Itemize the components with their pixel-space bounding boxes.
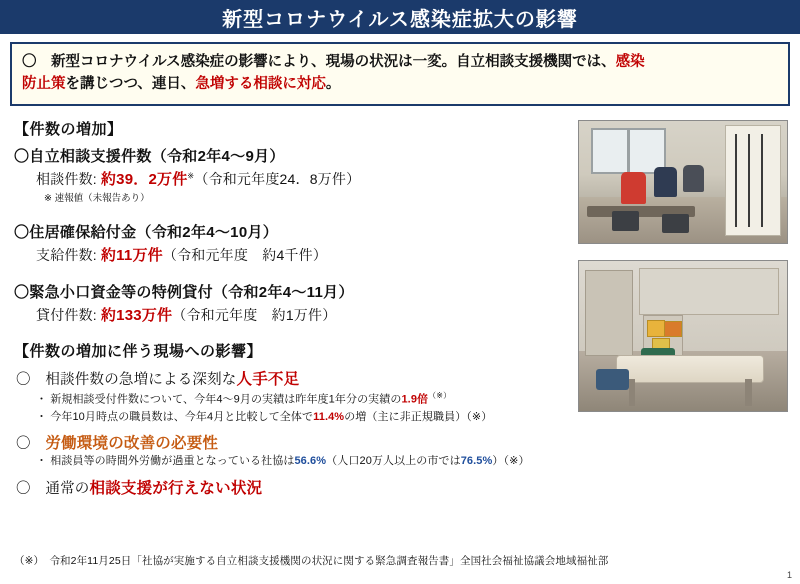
bullet-text (31, 436, 46, 452)
bullet-marker: 〇 (16, 371, 31, 388)
photo-chair (662, 214, 689, 234)
impact-bullet-line (16, 367, 594, 389)
lead-highlight-3: 急増する相談に対応 (195, 76, 326, 93)
bullet-text: 通常の (30, 481, 90, 498)
photo-interview-room (578, 260, 788, 412)
photo-panel (639, 268, 778, 315)
photo-chair (612, 211, 639, 231)
lead-line-2 (22, 73, 778, 95)
impact-bullet-line (16, 476, 594, 498)
sign-stroke (761, 134, 763, 226)
count-item-detail (36, 304, 594, 325)
impact-bullet-line (16, 431, 594, 453)
photo-table (616, 355, 764, 383)
bullet-text: 相談件数の急増による深刻な (30, 371, 237, 388)
lead-summary-box (10, 42, 790, 106)
slide-title-bar (0, 0, 800, 34)
photo-magazine (647, 320, 665, 337)
content-column (14, 114, 594, 499)
photo-magazine (664, 321, 682, 338)
lead-marker: 〇 (22, 54, 37, 70)
photo-door (585, 270, 633, 356)
photo-person (654, 167, 677, 196)
spacer-3 (14, 326, 594, 336)
lead-line-1 (22, 51, 778, 73)
count-item-detail (36, 244, 594, 265)
count-item-detail (36, 168, 594, 189)
impact-sub-bullet (36, 454, 594, 470)
sub-bullet-strong-2: 76.5% (460, 455, 493, 468)
photo-consultation-counter (578, 120, 788, 244)
count-label: 相談件数: (36, 170, 97, 187)
sub-bullet-strong: 11.4% (313, 410, 345, 423)
sub-bullet-suffix: （人口20万人以上の市では (326, 455, 461, 468)
lead-text-3: 。 (325, 76, 341, 93)
lead-text-2: を講じつつ、連日、 (65, 76, 196, 93)
sub-bullet-suffix-2: ）（※） (492, 455, 530, 468)
sign-stroke (748, 134, 750, 226)
count-item-note: ※ 速報値（未報告あり） (44, 192, 150, 204)
count-item-heading: 〇住居確保給付金（令和2年4〜10月） (14, 223, 279, 241)
photo-table-leg (745, 379, 751, 406)
photo-person (621, 172, 646, 204)
section-heading-impact: 【件数の増加に伴う現場への影響】 (14, 342, 263, 360)
page-title: 新型コロナウイルス感染症拡大の影響 (222, 8, 578, 31)
lead-highlight-2: 防止策 (22, 76, 66, 93)
spacer-2 (14, 266, 594, 276)
bullet-highlight: 人手不足 (236, 370, 300, 388)
page-number: 1 (786, 569, 792, 580)
impact-sub-bullet (36, 390, 594, 409)
sign-stroke (735, 134, 737, 226)
count-item-heading: 〇自立相談支援件数（令和2年4〜9月） (14, 147, 285, 165)
section-heading-counts: 【件数の増加】 (14, 120, 123, 138)
impact-bullet-work-environment (14, 431, 594, 470)
footnote: （※） 令和2年11月25日「社協が実施する自立相談支援機関の状況に関する緊急調査報告書」全国社会福祉協議会地域福祉部 (14, 554, 609, 567)
sub-bullet-strong: 56.6% (294, 455, 327, 468)
bullet-marker: 〇 (16, 436, 31, 453)
photo-chair-blue (596, 369, 629, 390)
impact-sub-bullet (36, 410, 594, 426)
lead-text-1: 新型コロナウイルス感染症の影響により、現場の状況は一変。自立相談支援機関では、 (36, 54, 616, 70)
count-item-consultation (14, 145, 594, 204)
count-label: 貸付件数: (36, 306, 97, 323)
sub-bullet-suffix: （※） (428, 390, 452, 400)
bullet-highlight: 労働環境の改善の必要性 (45, 435, 219, 453)
count-item-loan (14, 281, 594, 325)
slide-body (0, 114, 800, 584)
photo-window (591, 128, 666, 173)
lead-highlight-1: 感染 (615, 54, 645, 70)
spacer-1 (14, 206, 594, 216)
sub-bullet-suffix: の増（主に非正規職員）（※） (344, 410, 493, 423)
photo-signboard (725, 125, 781, 237)
photo-table-leg (629, 379, 635, 406)
sub-bullet-prefix: ・ 新規相談受付件数について、今年4〜9月の実績は昨年度1年分の実績の (36, 393, 402, 406)
impact-bullet-normal-support (14, 476, 594, 498)
count-tail: （令和元年度 約1万件） (172, 306, 337, 323)
count-tail: （令和元年度24．8万件） (194, 170, 361, 187)
photo-person (683, 165, 704, 192)
sub-bullet-prefix: ・ 相談員等の時間外労働が過重となっている社協は (36, 455, 295, 468)
count-value: 約11万件 (100, 246, 163, 264)
count-value: 約39．2万件 (100, 170, 188, 188)
count-tail: （令和元年度 約4千件） (162, 246, 328, 263)
sub-bullet-strong: 1.9倍 (401, 393, 429, 406)
bullet-highlight: 相談支援が行えない状況 (89, 480, 263, 498)
count-value-sup: ※ (187, 171, 195, 181)
bullet-marker: 〇 (16, 481, 31, 498)
count-item-heading: 〇緊急小口資金等の特例貸付（令和2年4〜11月） (14, 283, 354, 301)
sub-bullet-prefix: ・ 今年10月時点の職員数は、今年4月と比較して全体で (36, 410, 314, 423)
count-value: 約133万件 (100, 306, 173, 324)
count-label: 支給件数: (36, 246, 97, 263)
count-item-housing (14, 221, 594, 265)
impact-bullet-staff-shortage (14, 367, 594, 426)
